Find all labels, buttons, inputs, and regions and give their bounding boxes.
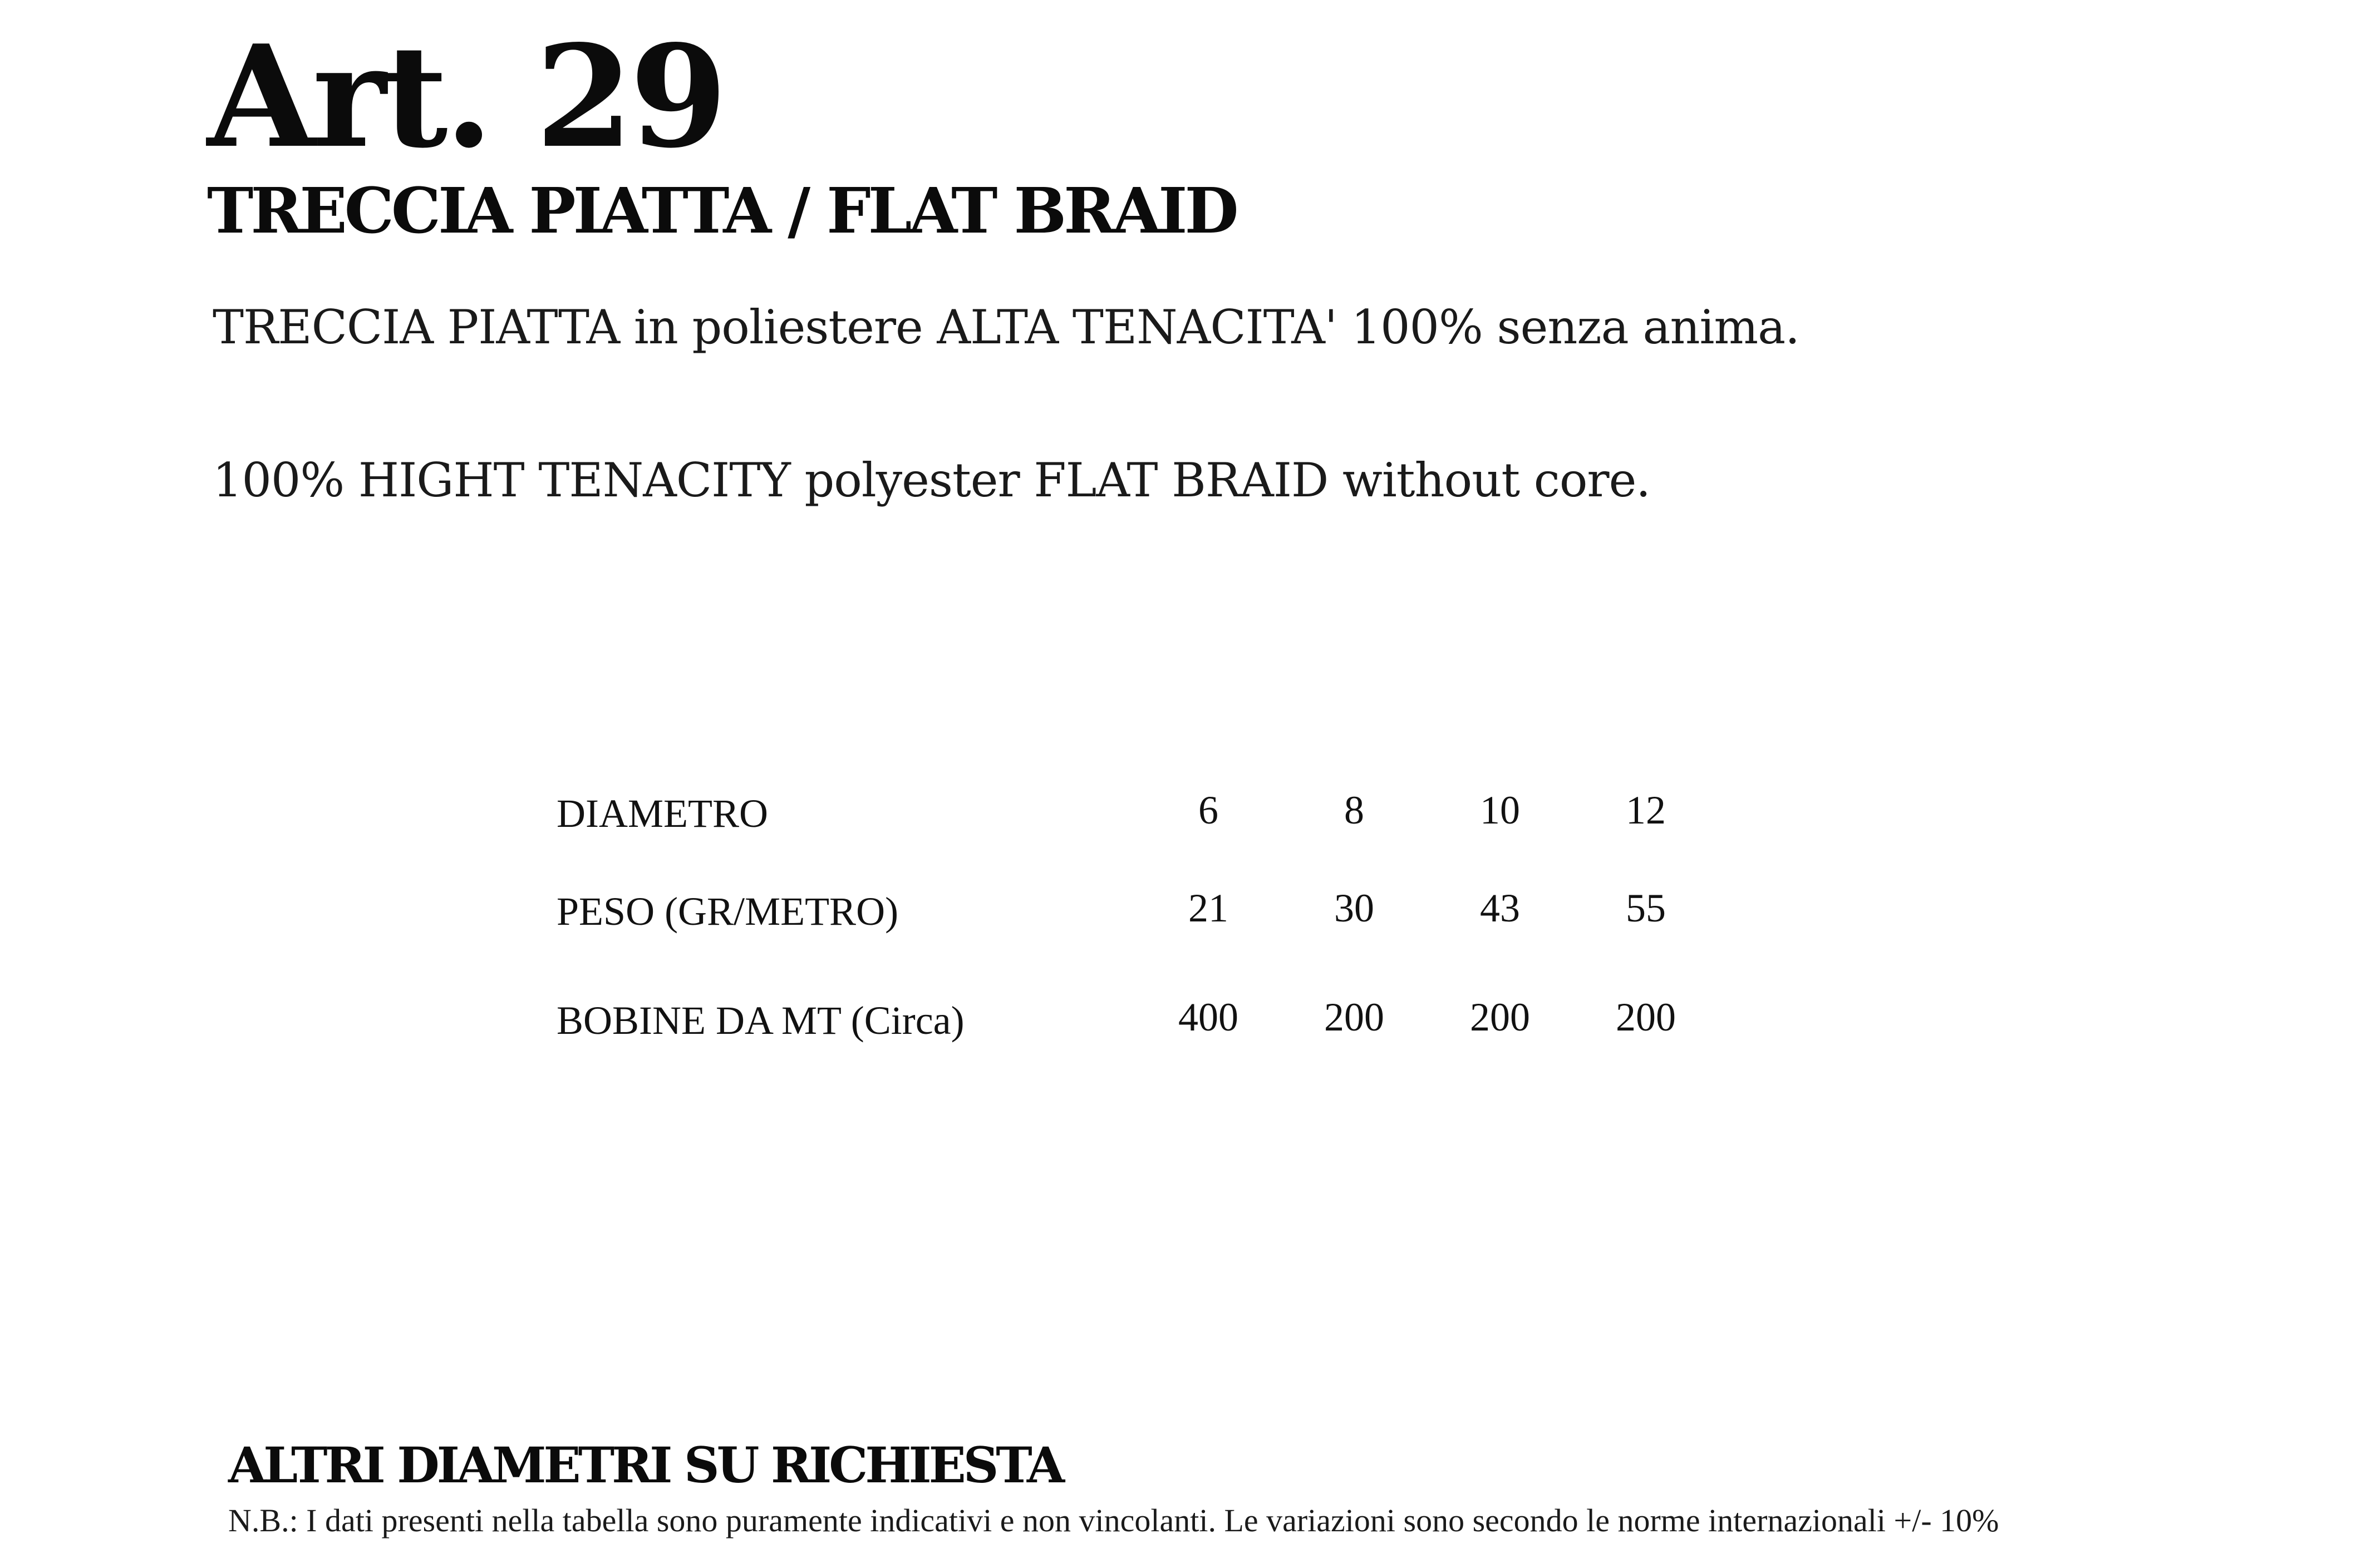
specs-table [557,787,1719,1064]
row-label: DIAMETRO [557,791,768,836]
article-title: Art. 29 [207,14,724,179]
description-english: 100% HIGHT TENACITY polyester FLAT BRAID without core. [213,453,1650,507]
product-subtitle: TRECCIA PIATTA / FLAT BRAID [207,175,1236,248]
table-cell: 200 [1470,995,1530,1039]
table-cell: 400 [1178,995,1238,1039]
table-cell: 10 [1480,788,1520,832]
footer-disclaimer: N.B.: I dati presenti nella tabella sono puramente indicativi e non vincolanti. Le variazioni sono secondo le norme internazionali +/- 10% [228,1502,1999,1539]
table-row-diametro [557,787,1719,885]
table-cell: 43 [1480,886,1520,930]
table-cell: 200 [1616,995,1676,1039]
row-label: BOBINE DA MT (Circa) [557,998,965,1043]
table-row-bobine [557,994,1719,1064]
table-row-peso [557,885,1719,994]
table-cell: 8 [1344,788,1364,832]
footer-heading: ALTRI DIAMETRI SU RICHIESTA [228,1436,1063,1494]
table-cell: 6 [1198,788,1218,832]
table-cell: 200 [1324,995,1384,1039]
table-cell: 12 [1626,788,1666,832]
row-label: PESO (GR/METRO) [557,889,899,934]
table-cell: 30 [1334,886,1374,930]
description-italian: TRECCIA PIATTA in poliestere ALTA TENACITA' 100% senza anima. [213,300,1799,354]
table-cell: 21 [1188,886,1228,930]
table-cell: 55 [1626,886,1666,930]
